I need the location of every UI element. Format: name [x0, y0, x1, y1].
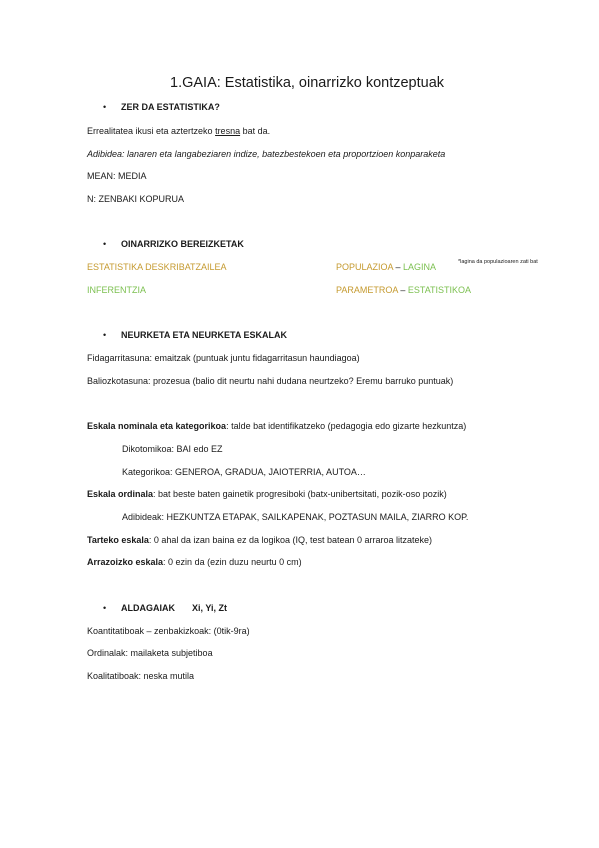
- populazioa-label: POPULAZIOA: [336, 262, 394, 272]
- aldagaiak-vars: Xi, Yi, Zt: [192, 603, 228, 613]
- eskala-ordinala-text: : bat beste baten gainetik progresiboki (batx-unibertsitati, pozik-oso pozik): [153, 489, 447, 499]
- eskala-nominala-line: [87, 421, 466, 432]
- parametroa-label: PARAMETROA: [336, 285, 398, 295]
- adibideak-line: Adibideak: HEZKUNTZA ETAPAK, SAILKAPENAK, POZTASUN MAILA, ZIARRO KOP.: [122, 512, 469, 522]
- populazioa-lagina-line: [336, 262, 436, 273]
- eskala-ordinala-label: Eskala ordinala: [87, 489, 154, 499]
- definition-line: [87, 126, 270, 137]
- dikotomikoa-line: Dikotomikoa: BAI edo EZ: [122, 444, 223, 454]
- tarteko-eskala-text: : 0 ahal da izan baina ez da logikoa (IQ, test batean 0 arraroa litzateke): [148, 535, 433, 545]
- ordinalak-line: Ordinalak: mailaketa subjetiboa: [87, 648, 213, 658]
- section-heading-aldagaiak: ALDAGAIAK: [121, 603, 175, 613]
- section-heading-neurketa: NEURKETA ETA NEURKETA ESKALAK: [121, 330, 287, 340]
- fidagarritasuna-line: Fidagarritasuna: emaitzak (puntuak juntu fidagarritasun haundiagoa): [87, 353, 360, 363]
- arrazoizko-eskala-line: [87, 557, 302, 568]
- example-line: Adibidea: lanaren eta langabeziaren indize, batezbestekoen eta proportzioen konparaketa: [87, 149, 446, 159]
- koalitatiboak-line: Koalitatiboak: neska mutila: [87, 671, 195, 681]
- inferentzia: INFERENTZIA: [87, 285, 147, 295]
- bullet-icon: •: [103, 239, 107, 249]
- definition-text: Errealitatea ikusi eta aztertzeko: [87, 126, 216, 136]
- parametroa-estatistikoa-line: [336, 285, 471, 296]
- lagina-note: *lagina da populazioaren zati bat: [458, 259, 538, 265]
- section-heading-zer-da: ZER DA ESTATISTIKA?: [121, 102, 220, 112]
- arrazoizko-eskala-label: Arrazoizko eskala: [87, 557, 164, 567]
- bullet-icon: •: [103, 330, 107, 340]
- n-line: N: ZENBAKI KOPURUA: [87, 194, 185, 204]
- koantitatiboak-line: Koantitatiboak – zenbakizkoak: (0tik-9ra): [87, 626, 250, 636]
- eskala-nominala-label: Eskala nominala eta kategorikoa: [87, 421, 227, 431]
- estatistika-deskribatzailea: ESTATISTIKA DESKRIBATZAILEA: [87, 262, 227, 272]
- section-heading-oinarrizko: OINARRIZKO BEREIZKETAK: [121, 239, 244, 249]
- mean-line: MEAN: MEDIA: [87, 171, 147, 181]
- dash: –: [393, 262, 404, 272]
- definition-underlined: tresna: [215, 126, 241, 136]
- lagina-label: LAGINA: [403, 262, 437, 272]
- tarteko-eskala-line: [87, 535, 432, 546]
- estatistikoa-label: ESTATISTIKOA: [407, 285, 472, 295]
- tarteko-eskala-label: Tarteko eskala: [87, 535, 149, 545]
- eskala-ordinala-line: [87, 489, 447, 500]
- bullet-icon: •: [103, 603, 107, 613]
- page-title: 1.GAIA: Estatistika, oinarrizko kontzeptuak: [170, 75, 445, 91]
- dash: –: [397, 285, 408, 295]
- definition-end: bat da.: [240, 126, 271, 136]
- eskala-nominala-text: : talde bat identifikatzeko (pedagogia edo gizarte hezkuntza): [226, 421, 467, 431]
- arrazoizko-eskala-text: : 0 ezin da (ezin duzu neurtu 0 cm): [163, 557, 302, 567]
- baliozkotasuna-line: Baliozkotasuna: prozesua (balio dit neurtu nahi dudana neurtzeko? Eremu barruko puntuak): [87, 376, 454, 386]
- bullet-icon: •: [103, 102, 107, 112]
- kategorikoa-line: Kategorikoa: GENEROA, GRADUA, JAIOTERRIA, AUTOA…: [122, 467, 366, 477]
